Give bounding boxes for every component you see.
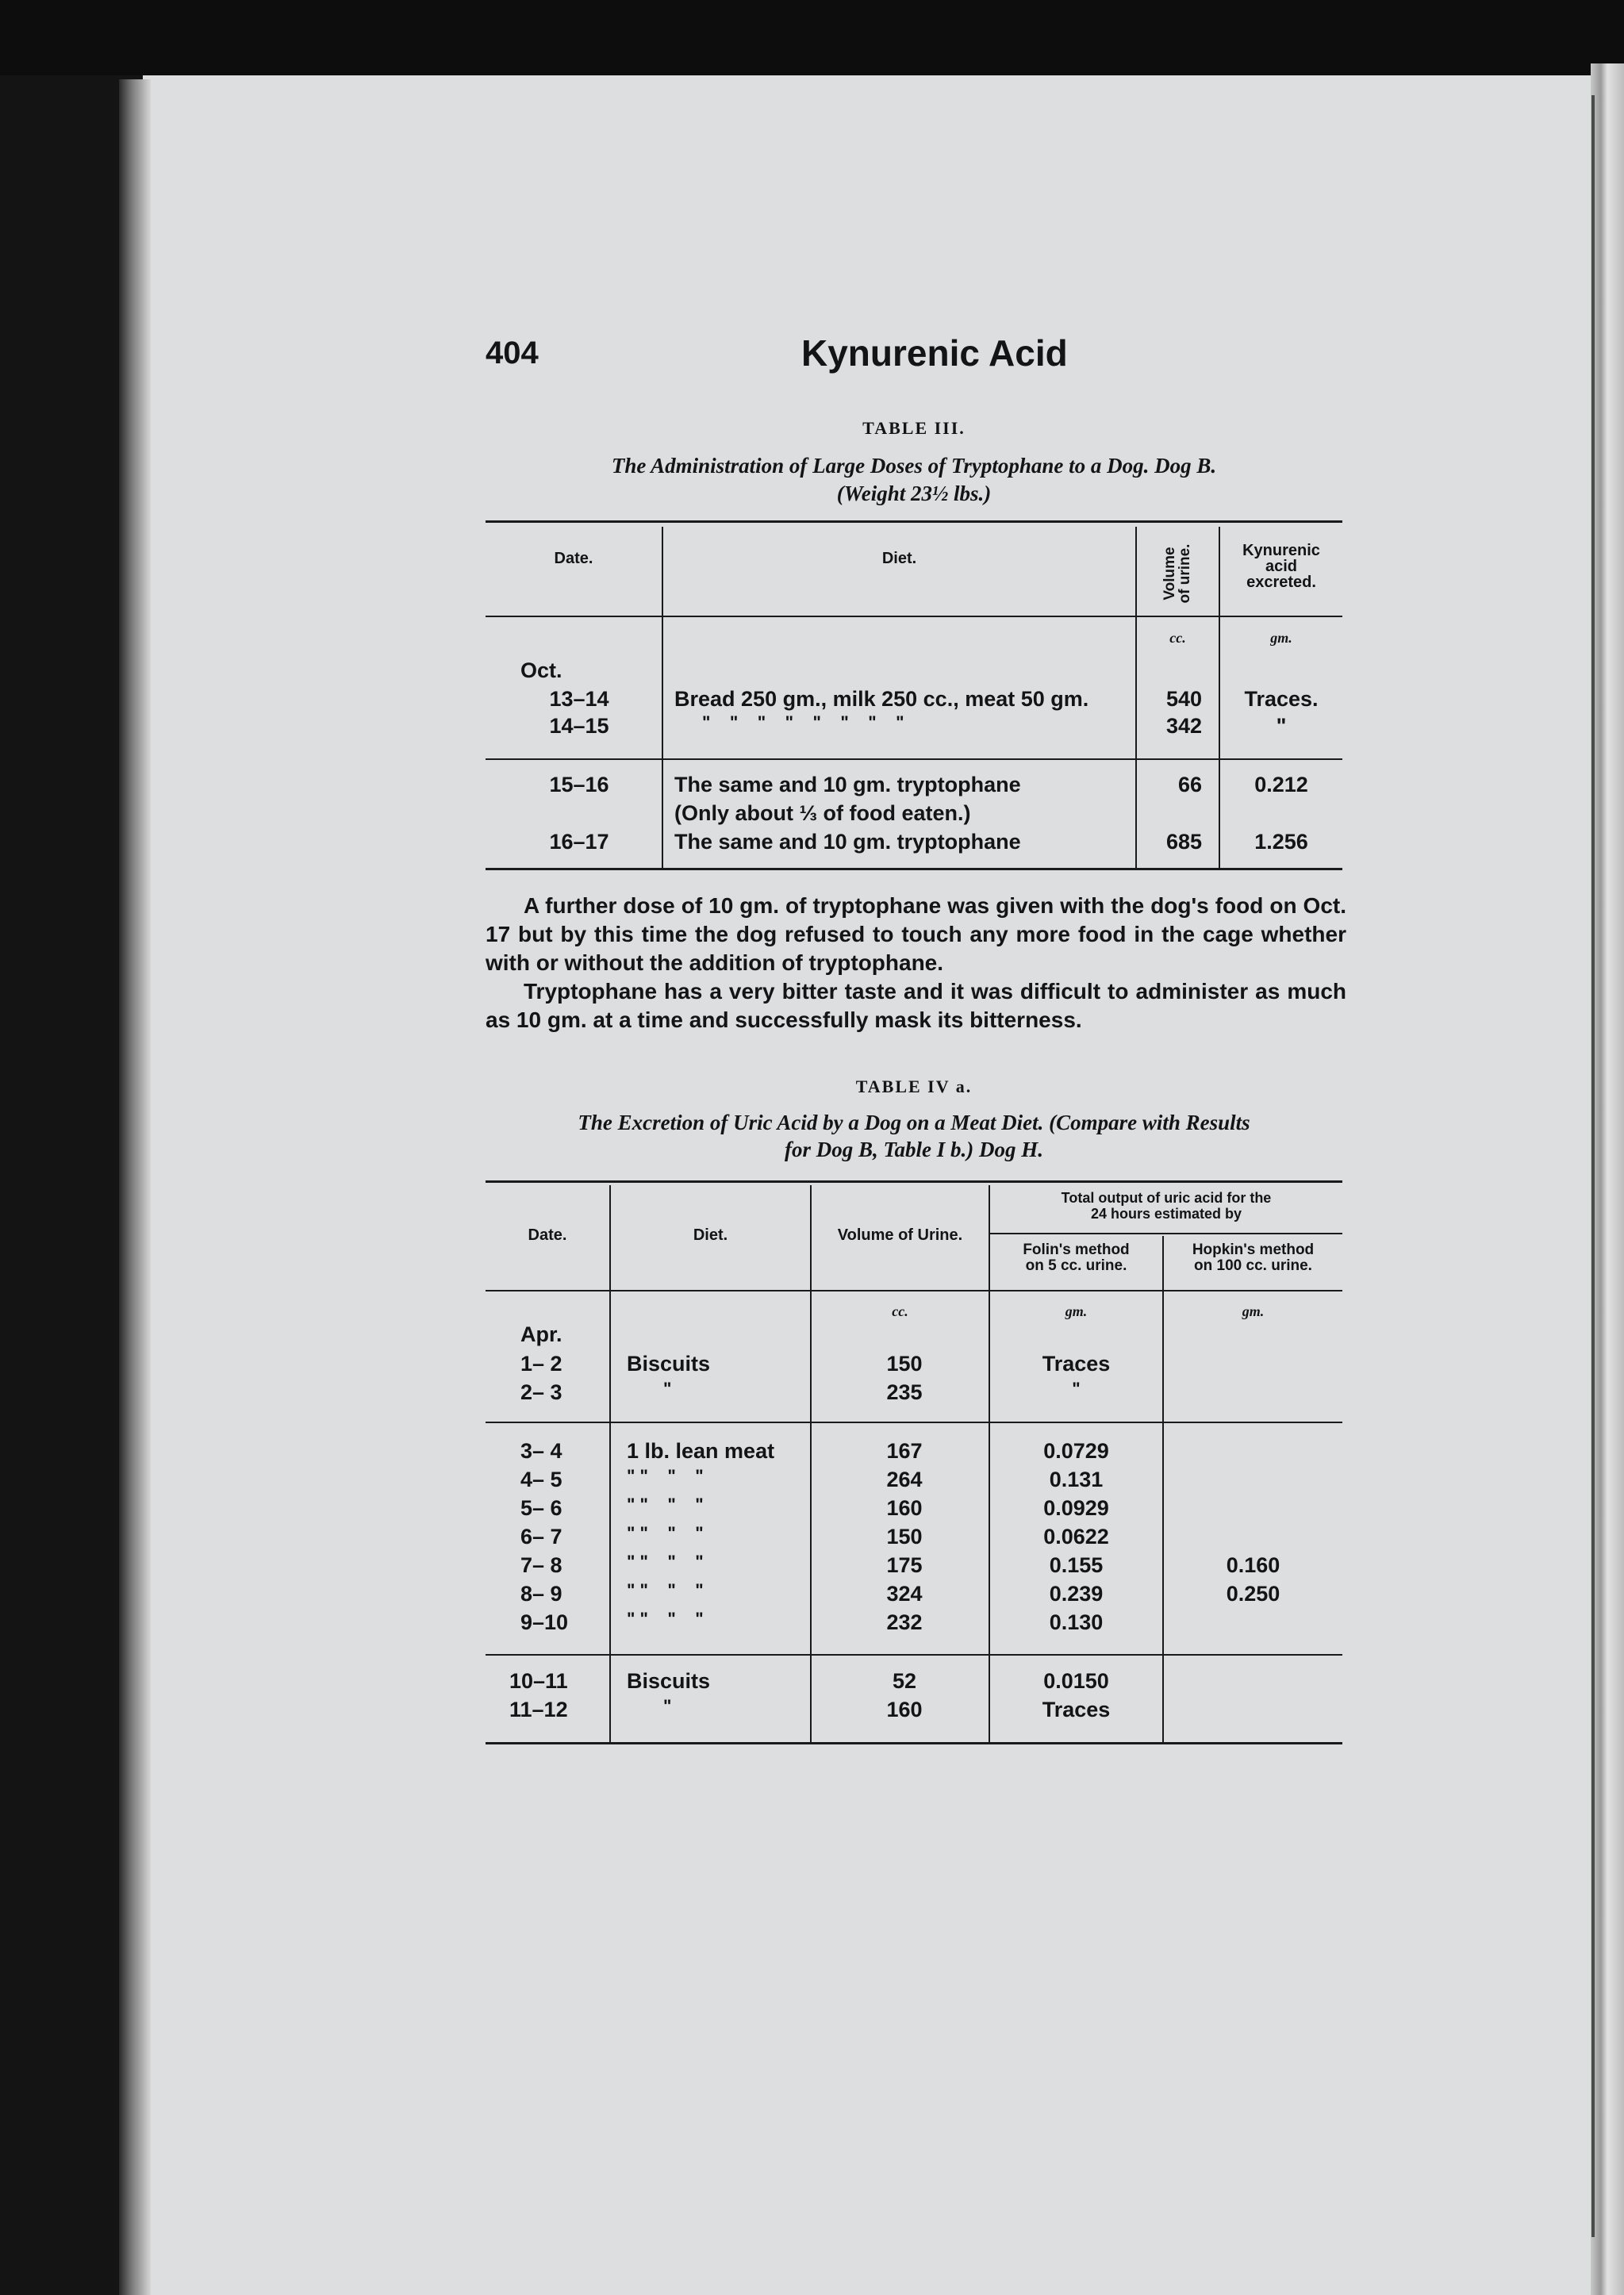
table4-header-hopkin xyxy=(1164,1242,1342,1274)
table4-bottom-rule xyxy=(486,1742,1342,1744)
table4-subtitle-line2: for Dog B, Table I b.) Dog H. xyxy=(784,1138,1043,1161)
table4-cell-diet: " xyxy=(663,1696,672,1716)
table4-cell-diet: Biscuits xyxy=(627,1669,711,1693)
table4-cell-date: 1– 2 xyxy=(520,1352,562,1376)
table4-cell-volume: 160 xyxy=(886,1496,923,1520)
table4-cell-folin: 0.0729 xyxy=(1043,1439,1109,1463)
table4-unit-folin: gm. xyxy=(1065,1303,1088,1319)
table3-header-volume xyxy=(1133,530,1222,617)
table4-header-hopkin-line2: on 100 cc. urine. xyxy=(1194,1257,1312,1274)
book-spine-edge xyxy=(119,79,151,2295)
table4-cell-diet: " xyxy=(663,1379,672,1399)
table3-caption: TABLE III. xyxy=(862,418,966,438)
table4-group-rule-2 xyxy=(486,1654,1342,1656)
table4-cell-hopkin: 0.160 xyxy=(1226,1553,1280,1577)
table4-caption: TABLE IV a. xyxy=(855,1077,973,1096)
table4-cell-diet: " " " " xyxy=(627,1466,704,1486)
table4-cell-date: 7– 8 xyxy=(520,1553,562,1577)
table4-cell-date: 2– 3 xyxy=(520,1380,562,1404)
table3-cell-volume: 685 xyxy=(1165,830,1202,854)
table4-subheader-rule xyxy=(990,1233,1342,1234)
table3-header-diet: Diet. xyxy=(881,550,917,567)
table3-bottom-rule xyxy=(486,868,1342,870)
table3-cell-date: 13–14 xyxy=(549,687,609,711)
table3-subtitle-line2: (Weight 23½ lbs.) xyxy=(836,482,992,505)
table4-cell-folin: 0.0622 xyxy=(1043,1525,1109,1549)
book-page xyxy=(143,75,1591,2295)
table4-subtitle-line1: The Excretion of Uric Acid by a Dog on a Meat Diet. (Compare with Results xyxy=(578,1111,1250,1134)
table4-cell-folin: 0.130 xyxy=(1049,1610,1104,1634)
table4-unit-hopkin: gm. xyxy=(1242,1303,1265,1319)
table3-header-volume-line2: of urine. xyxy=(1177,543,1193,604)
table4-header-diet: Diet. xyxy=(693,1226,728,1244)
table4-cell-folin: 0.155 xyxy=(1049,1553,1104,1577)
table4-cell-date: 9–10 xyxy=(520,1610,569,1634)
page-number: 404 xyxy=(486,336,539,370)
table3-cell-kyn: Traces. xyxy=(1244,687,1319,711)
table4-cell-diet: " " " " xyxy=(627,1609,704,1629)
table3-top-rule xyxy=(486,520,1342,523)
table4-month: Apr. xyxy=(520,1322,562,1346)
table3-cell-diet: The same and 10 gm. tryptophane xyxy=(674,830,1021,854)
table3-cell-date: 14–15 xyxy=(549,714,609,738)
table3-cell-diet: Bread 250 gm., milk 250 cc., meat 50 gm. xyxy=(674,687,1089,711)
table3-cell-date: 15–16 xyxy=(549,773,609,796)
table4-header-folin-line2: on 5 cc. urine. xyxy=(1025,1257,1127,1274)
table3-header-kynurenic xyxy=(1220,543,1342,590)
table4-header-total-line1: Total output of uric acid for the xyxy=(1061,1190,1272,1206)
table4-header-total-line2: 24 hours estimated by xyxy=(1090,1206,1242,1222)
table3-cell-diet: (Only about ⅓ of food eaten.) xyxy=(674,801,971,825)
table4-cell-volume: 232 xyxy=(886,1610,923,1634)
table4-cell-folin: 0.0929 xyxy=(1043,1496,1109,1520)
table4-cell-diet: " " " " xyxy=(627,1552,704,1572)
table3-header-date: Date. xyxy=(554,550,593,567)
table4-cell-diet: " " " " xyxy=(627,1580,704,1600)
scan-top-border xyxy=(0,0,1624,75)
table4-cell-folin: 0.0150 xyxy=(1043,1669,1109,1693)
table3-unit-volume: cc. xyxy=(1169,630,1186,646)
table4-cell-volume: 264 xyxy=(886,1468,923,1491)
table3-cell-volume: 66 xyxy=(1177,773,1202,796)
table4-cell-diet: Biscuits xyxy=(627,1352,711,1376)
table3-subtitle-line1: The Administration of Large Doses of Tryptophane to a Dog. Dog B. xyxy=(611,454,1217,478)
page-edge-line xyxy=(1591,95,1595,2237)
table4-cell-volume: 160 xyxy=(886,1698,923,1721)
table4-cell-date: 10–11 xyxy=(509,1669,568,1693)
table4-cell-folin: 0.131 xyxy=(1049,1468,1104,1491)
table4-cell-folin: Traces xyxy=(1042,1352,1111,1376)
table4-cell-folin: Traces xyxy=(1042,1698,1111,1721)
table3-group-rule xyxy=(486,758,1342,760)
table4-cell-diet: " " " " xyxy=(627,1495,704,1514)
table3-month: Oct. xyxy=(520,658,562,682)
table3-cell-kyn: 1.256 xyxy=(1254,830,1308,854)
table4-cell-volume: 167 xyxy=(886,1439,923,1463)
body-paragraph-2: Tryptophane has a very bitter taste and it was difficult to administer as much as 10 gm. at a time and successfully mask its bitterness. xyxy=(486,979,1346,1032)
table3-header-kyn-line1: Kynurenic xyxy=(1242,542,1320,559)
table4-cell-volume: 175 xyxy=(886,1553,923,1577)
table4-cell-folin: 0.239 xyxy=(1049,1582,1104,1606)
table3-header-volume-line1: Volume xyxy=(1161,547,1178,601)
table4-cell-date: 6– 7 xyxy=(520,1525,562,1549)
table4-top-rule xyxy=(486,1180,1342,1183)
table4-col-divider-2 xyxy=(810,1185,812,1744)
table3-cell-volume: 540 xyxy=(1165,687,1202,711)
table4-cell-diet: " " " " xyxy=(627,1523,704,1543)
table4-unit-volume: cc. xyxy=(892,1303,908,1319)
table4-cell-date: 5– 6 xyxy=(520,1496,562,1520)
page-edge-right xyxy=(1591,63,1624,2295)
running-title: Kynurenic Acid xyxy=(801,332,1068,374)
table4-cell-date: 8– 9 xyxy=(520,1582,562,1606)
table4-header-folin xyxy=(990,1242,1162,1274)
table4-cell-volume: 52 xyxy=(892,1669,917,1693)
table4-cell-volume: 150 xyxy=(886,1352,923,1376)
table3-cell-diet: The same and 10 gm. tryptophane xyxy=(674,773,1021,796)
table4-header-folin-line1: Folin's method xyxy=(1023,1242,1130,1258)
table4-header-volume: Volume of Urine. xyxy=(837,1226,963,1244)
table3-cell-date: 16–17 xyxy=(549,830,609,854)
table4-cell-volume: 324 xyxy=(886,1582,923,1606)
table4-cell-date: 3– 4 xyxy=(520,1439,562,1463)
table3-cell-volume: 342 xyxy=(1165,714,1202,738)
table4-cell-volume: 150 xyxy=(886,1525,923,1549)
table3-cell-kyn: 0.212 xyxy=(1254,773,1308,796)
table3-header-kyn-line2: acid xyxy=(1265,558,1298,575)
table3-col-divider-1 xyxy=(662,527,663,869)
table4-header-date: Date. xyxy=(528,1226,567,1244)
body-paragraph-1: A further dose of 10 gm. of tryptophane was given with the dog's food on Oct. 17 but by this time the dog refused to touch any more food in the cage whether with or without the addition of tryptophane. xyxy=(486,893,1346,975)
table4-cell-diet: 1 lb. lean meat xyxy=(627,1439,775,1463)
table3-unit-kyn: gm. xyxy=(1270,630,1292,646)
table3-cell-diet: " " " " " " " " xyxy=(702,712,904,732)
table4-header-total-output xyxy=(990,1190,1342,1222)
table3-header-kyn-line3: excreted. xyxy=(1246,574,1316,591)
table4-cell-folin: " xyxy=(1072,1379,1081,1399)
table4-header-rule xyxy=(486,1290,1342,1291)
table4-cell-hopkin: 0.250 xyxy=(1226,1582,1280,1606)
table3-cell-kyn: " xyxy=(1276,714,1287,738)
table4-header-hopkin-line1: Hopkin's method xyxy=(1192,1242,1315,1258)
table4-cell-date: 4– 5 xyxy=(520,1468,562,1491)
table4-cell-date: 11–12 xyxy=(509,1698,568,1721)
table4-cell-volume: 235 xyxy=(886,1380,923,1404)
table4-col-divider-1 xyxy=(609,1185,611,1744)
table4-group-rule-1 xyxy=(486,1422,1342,1423)
